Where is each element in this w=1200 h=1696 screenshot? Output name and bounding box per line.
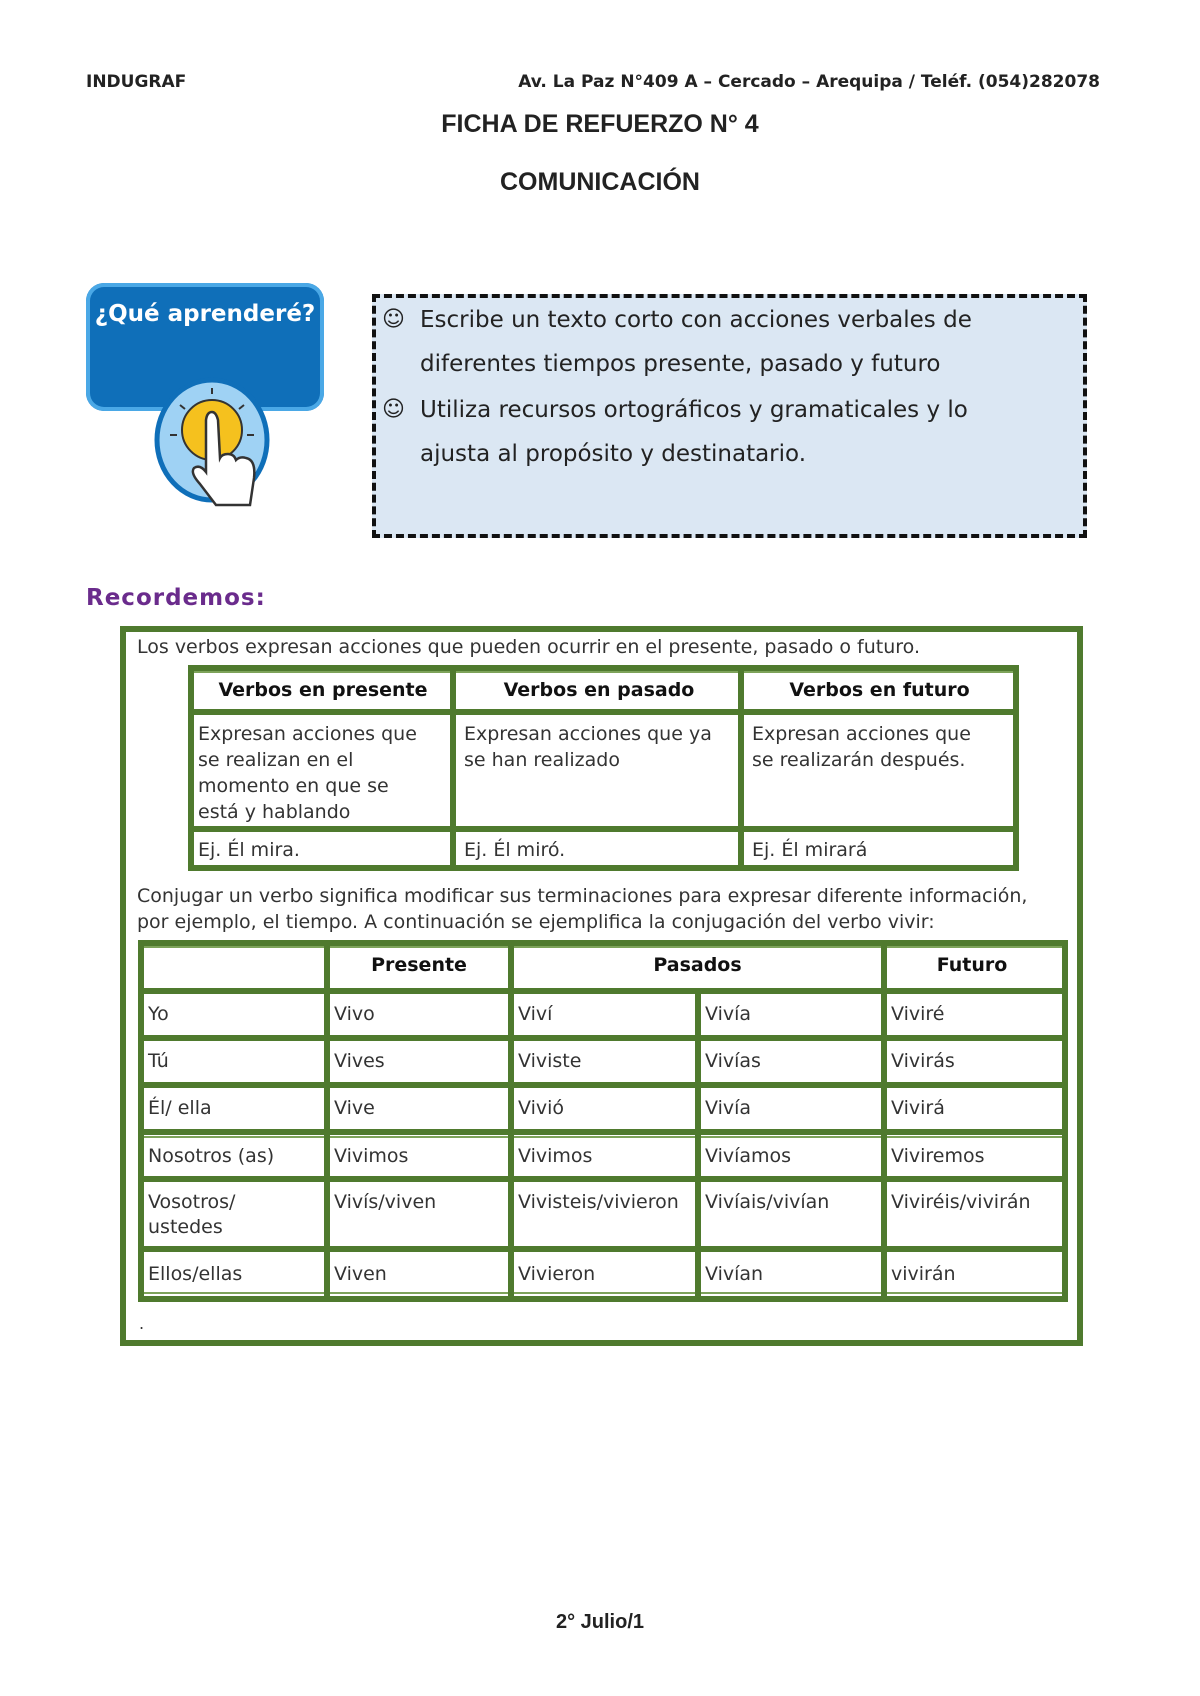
tenses-table	[188, 665, 1019, 871]
desc-pasado-line: se han realizado	[464, 749, 620, 771]
presente-cell: Vive	[334, 1097, 375, 1119]
presente-cell: Vivo	[334, 1003, 375, 1025]
desc-presente-line: está y hablando	[198, 801, 351, 823]
trailing-dot: .	[139, 1314, 145, 1333]
example-futuro: Ej. Él mirará	[752, 839, 868, 861]
desc-presente	[198, 721, 440, 825]
section-title: Recordemos:	[86, 585, 266, 611]
pronoun-cell: Nosotros (as)	[148, 1145, 275, 1167]
example-pasado: Ej. Él miró.	[464, 839, 566, 861]
company-name: INDUGRAF	[86, 72, 187, 92]
desc-pasado-line: Expresan acciones que ya	[464, 723, 712, 745]
header-presente: Verbos en presente	[218, 679, 428, 701]
presente-cell: Viven	[334, 1263, 387, 1285]
pasado1-cell: Vivieron	[518, 1263, 596, 1285]
header-futuro: Verbos en futuro	[789, 679, 970, 701]
desc-pasado	[464, 721, 734, 773]
objective-1	[382, 298, 1070, 386]
col-futuro: Futuro	[936, 954, 1008, 976]
objective-2-line1: Utiliza recursos ortográficos y gramaticales y lo	[420, 397, 968, 423]
page-footer: 2° Julio/1	[555, 1611, 645, 1633]
objective-1-line2: diferentes tiempos presente, pasado y futuro	[420, 351, 941, 377]
futuro-cell: Viviréis/vivirán	[891, 1191, 1031, 1213]
pasado1-cell: Viví	[518, 1003, 553, 1025]
subject-title: COMUNICACIÓN	[500, 168, 700, 196]
pronoun-cell: Él/ ella	[148, 1097, 212, 1119]
company-address: Av. La Paz N°409 A – Cercado – Arequipa / Teléf. (054)282078	[518, 72, 1100, 92]
desc-presente-line: Expresan acciones que	[198, 723, 417, 745]
presente-cell: Vives	[334, 1050, 385, 1072]
pronoun-cell: Tú	[148, 1050, 169, 1072]
pasado1-cell: Viviste	[518, 1050, 582, 1072]
smiley-icon: ☺	[382, 397, 405, 422]
pasado2-cell: Vivías	[705, 1050, 761, 1072]
pronoun-cell: Ellos/ellas	[148, 1263, 243, 1285]
pronoun-cell: Yo	[148, 1003, 169, 1025]
pronoun-cell: Vosotros/ ustedes	[148, 1191, 236, 1238]
que-aprendere-label: ¿Qué aprenderé?	[94, 301, 316, 327]
desc-presente-line: se realizan en el	[198, 749, 354, 771]
intro-text: Los verbos expresan acciones que pueden ocurrir en el presente, pasado o futuro.	[137, 636, 920, 658]
conjugation-table	[138, 940, 1068, 1302]
conjugation-intro-line1: Conjugar un verbo significa modificar sus terminaciones para expresar diferente información,	[137, 885, 1028, 907]
objective-2	[382, 388, 1070, 476]
conjugation-intro	[137, 883, 1067, 935]
pasado2-cell: Vivíais/vivían	[705, 1191, 830, 1213]
conjugation-intro-line2: por ejemplo, el tiempo. A continuación se ejemplifica la conjugación del verbo vivir:	[137, 911, 935, 933]
header-pasado: Verbos en pasado	[503, 679, 695, 701]
desc-futuro	[752, 721, 1007, 773]
futuro-cell: Viviré	[891, 1003, 945, 1025]
touch-button-icon	[150, 360, 270, 510]
smiley-icon: ☺	[382, 307, 405, 332]
objective-2-line2: ajusta al propósito y destinatario.	[420, 441, 807, 467]
col-pasados: Pasados	[653, 954, 742, 976]
pasado2-cell: Vivíamos	[705, 1145, 792, 1167]
col-presente: Presente	[371, 954, 467, 976]
futuro-cell: Vivirá	[891, 1097, 945, 1119]
pasado1-cell: Vivisteis/vivieron	[518, 1191, 679, 1213]
pasado1-cell: Vivimos	[518, 1145, 593, 1167]
worksheet-title: FICHA DE REFUERZO N° 4	[441, 110, 759, 138]
desc-futuro-line: se realizarán después.	[752, 749, 966, 771]
futuro-cell: vivirán	[891, 1263, 956, 1285]
presente-cell: Vivimos	[334, 1145, 409, 1167]
pasado2-cell: Vivían	[705, 1263, 764, 1285]
futuro-cell: Vivirás	[891, 1050, 955, 1072]
desc-presente-line: momento en que se	[198, 775, 389, 797]
example-presente: Ej. Él mira.	[198, 839, 300, 861]
pasado2-cell: Vivía	[705, 1003, 752, 1025]
pasado1-cell: Vivió	[518, 1097, 565, 1119]
presente-cell: Vivís/viven	[334, 1191, 437, 1213]
futuro-cell: Viviremos	[891, 1145, 985, 1167]
pasado2-cell: Vivía	[705, 1097, 752, 1119]
desc-futuro-line: Expresan acciones que	[752, 723, 971, 745]
objective-1-line1: Escribe un texto corto con acciones verbales de	[420, 307, 972, 333]
